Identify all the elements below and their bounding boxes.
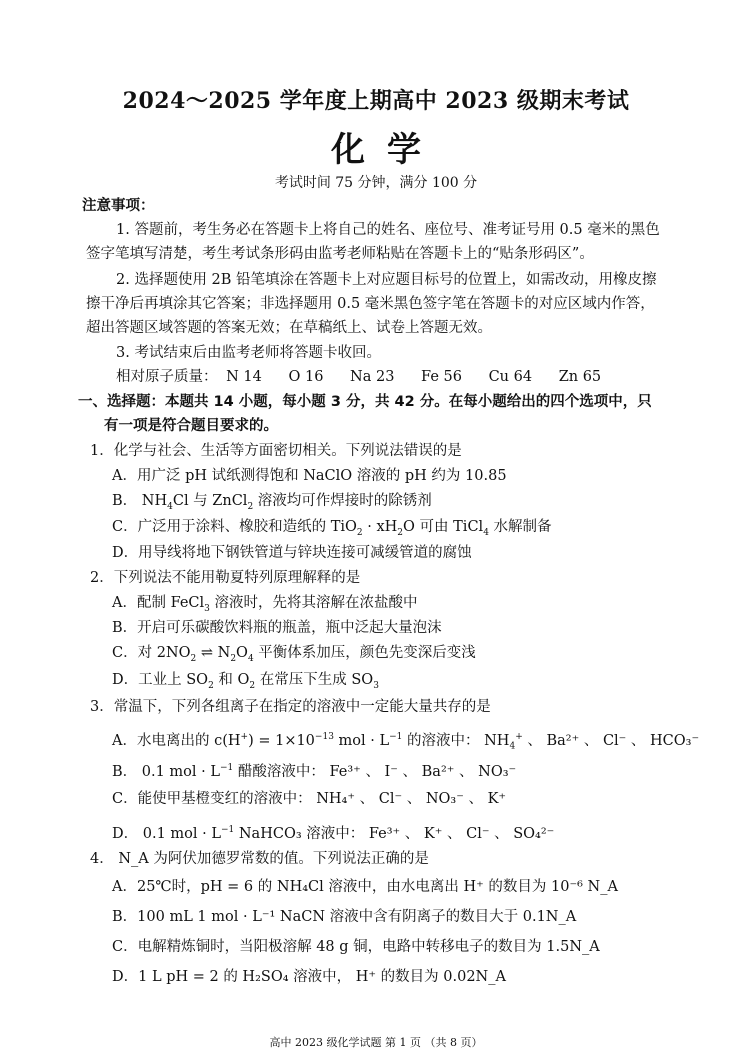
q3-stem: 3．常温下，下列各组离子在指定的溶液中一定能大量共存的是 [90,699,491,715]
q3-option-b: B． 0.1 mol · $L^{-1}$ 醋酸溶液中： Fe³⁺ 、 I⁻ 、 Ba²⁺ 、 NO₃⁻ [112,763,517,780]
q4-option-a: A．25℃时，pH = 6 的 NH₄Cl 溶液中，由水电离出 H⁺ 的数目为 10⁻⁶ N_A [112,879,618,895]
q4-stem: 4． N_A 为阿伏加德罗常数的值。下列说法正确的是 [90,851,429,867]
q1-stem: 1．化学与社会、生活等方面密切相关。下列说法错误的是 [90,443,462,459]
q2-stem: 2．下列说法不能用勒夏特列原理解释的是 [90,570,361,586]
q2-option-a: A．配制 FeCl$_3$ 溶液时，先将其溶解在浓盐酸中 [112,595,418,614]
note-3: 3. 考试结束后由监考老师将答题卡收回。 [116,345,381,361]
atomic-mass-na: Na 23 [350,369,395,385]
time-info: 考试时间 75 分钟，满分 100 分 [274,175,478,191]
section1-instructions-line-1: 一、选择题：本题共 14 小题，每小题 3 分，共 42 分。在每小题给出的四个选项中，只 [78,394,652,410]
note-2-line-1: 2. 选择题使用 2B 铅笔填涂在答题卡上对应题目标号的位置上，如需改动，用橡皮擦 [116,272,657,288]
q2-option-d: D．工业上 $SO_2$ 和 $O_2$ 在常压下生成 $SO_3$ [112,672,379,691]
equilibrium-arrow-icon: ⇌ [196,645,218,661]
section1-instructions-line-2: 有一项是符合题目要求的。 [104,418,278,434]
q3-option-a: A．水电离出的 $c(H^+) = 1\times 10^{-13}$ mol · $L^{-1}$ 的溶液中： $NH_4^+$ 、 Ba²⁺ 、 Cl⁻ 、 HCO₃⁻ [112,732,700,752]
q4-option-c: C．电解精炼铜时，当阳极溶解 48 g 铜，电路中转移电子的数目为 1.5N_A [112,939,600,955]
atomic-mass-row [116,367,623,387]
q1-option-b: B． $NH_4Cl$ 与 ZnCl$_2$ 溶液均可作焊接时的除锈剂 [112,493,432,512]
q2-option-b: B．开启可乐碳酸饮料瓶的瓶盖，瓶中泛起大量泡沫 [112,620,442,636]
q4-option-b: B．100 mL 1 mol · L⁻¹ NaCN 溶液中含有阴离子的数目大于 0.1N_A [112,909,577,925]
note-1-line-2: 签字笔填写清楚，考生考试条形码由监考老师粘贴在答题卡上的“贴条形码区”。 [86,246,594,262]
note-2-line-3: 超出答题区域答题的答案无效；在草稿纸上、试卷上答题无效。 [86,320,492,336]
atomic-mass-zn: Zn 65 [558,369,602,385]
atomic-mass-fe: Fe 56 [421,369,462,385]
atomic-mass-label: 相对原子质量： [116,369,218,385]
q1-option-d: D．用导线将地下钢铁管道与锌块连接可减缓管道的腐蚀 [112,545,472,561]
q3-option-d: D． 0.1 mol · $L^{-1}$ NaHCO₃ 溶液中： Fe³⁺ 、 K⁺ 、 Cl⁻ 、 SO₄²⁻ [112,825,555,842]
page-footer: 高中 2023 级化学试题 第 1 页 （共 8 页） [269,1036,483,1049]
atomic-mass-o: O 16 [288,369,324,385]
q1-option-c: C．广泛用于涂料、橡胶和造纸的 $TiO_2 \cdot xH_2O$ 可由 TiCl$_4$ 水解制备 [112,519,552,538]
notes-heading: 注意事项： [82,198,155,214]
q4-option-d: D．1 L pH = 2 的 H₂SO₄ 溶液中， H⁺ 的数目为 0.02N_A [112,969,506,985]
note-1-line-1: 1. 答题前，考生务必在答题卡上将自己的姓名、座位号、准考证号用 0.5 毫米的黑色 [116,222,660,238]
atomic-mass-n: N 14 [226,369,262,385]
q3-option-c: C．能使甲基橙变红的溶液中： NH₄⁺ 、 Cl⁻ 、 NO₃⁻ 、 K⁺ [112,791,507,807]
note-2-line-2: 擦干净后再填涂其它答案；非选择题用 0.5 毫米黑色签字笔在答题卡的对应区域内作答， [86,296,655,312]
subject-title: 化学 [331,130,443,170]
q2-option-c: C．对 $2NO_2$ ⇌ $N_2O_4$ 平衡体系加压，颜色先变深后变浅 [112,645,476,664]
atomic-mass-cu: Cu 64 [488,369,533,385]
exam-title: 2024～2025 学年度上期高中 2023 级期末考试 [122,88,630,114]
q1-option-a: A．用广泛 pH 试纸测得饱和 NaClO 溶液的 pH 约为 10.85 [112,468,507,484]
